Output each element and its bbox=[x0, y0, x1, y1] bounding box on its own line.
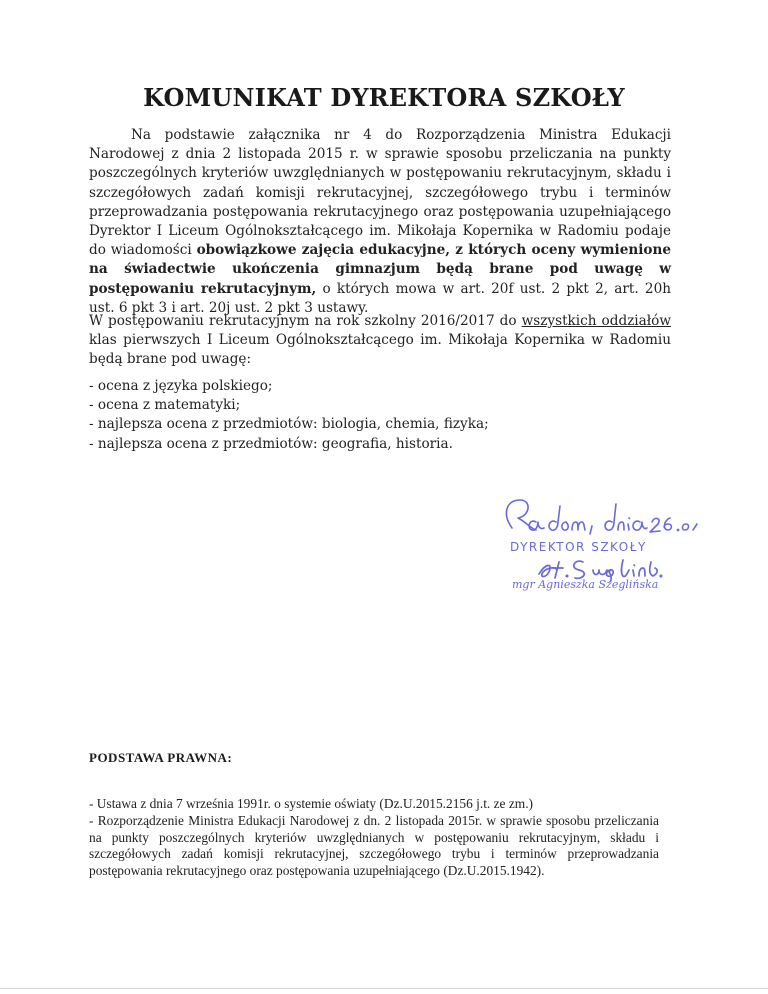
recruitment-paragraph bbox=[89, 312, 671, 370]
recruitment-underlined-text: wszystkich oddziałów bbox=[521, 313, 671, 329]
intro-paragraph bbox=[89, 126, 671, 318]
stamp-name: mgr Agnieszka Szeglińska bbox=[512, 578, 659, 591]
legal-item: - Rozporządzenie Ministra Edukacji Narodowej z dn. 2 listopada 2015r. w sprawie sposobu przeliczania na punkty poszczególnych kryteriów uwzględnianych w postępowaniu rekrutacyjnym, składu i szczegółowych zadań komisji rekrutacyjnej, szczegółowego trybu i terminów przeprowadzania postępowania rekrutacyjnego oraz postępowania uzupełniającego (Dz.U.2015.1942). bbox=[89, 813, 659, 878]
handwritten-place-date bbox=[500, 492, 700, 542]
list-item: - najlepsza ocena z przedmiotów: biologia, chemia, fizyka; bbox=[89, 416, 489, 433]
subject-list bbox=[89, 377, 671, 454]
intro-bold-text: obowiązkowe zajęcia edukacyjne, z których oceny wymienione na świadectwie ukończenia gimnazjum będą brane pod uwagę w postępowaniu rekrutacyjnym, bbox=[89, 242, 672, 297]
recruitment-text-before: W postępowaniu rekrutacyjnym na rok szkolny 2016/2017 do bbox=[89, 313, 522, 329]
page-edge-line bbox=[0, 988, 768, 989]
intro-text: Na podstawie załącznika nr 4 do Rozporządzenia Ministra Edukacji Narodowej z dnia 2 listopada 2015 r. w sprawie sposobu przeliczania na punkty poszczególnych kryteriów uwzględnianych w postępowaniu rekrutacyjnym, składu i szczegółowych zadań komisji rekrutacyjnej, szczegółowego trybu i terminów przeprowadzania postępowania rekrutacyjnego oraz postępowania uzupełniającego Dyrektor I Liceum Ogólnokształcącego im. Mikołaja Kopernika w Radomiu podaje do wiadomości bbox=[89, 127, 671, 259]
list-item: - ocena z języka polskiego; bbox=[89, 378, 273, 394]
list-item: - najlepsza ocena z przedmiotów: geografia, historia. bbox=[89, 435, 453, 452]
recruitment-text-after: klas pierwszych I Liceum Ogólnokształcącego im. Mikołaja Kopernika w Radomiu będą brane pod uwagę: bbox=[89, 332, 671, 368]
legal-item: - Ustawa z dnia 7 września 1991r. o systemie oświaty (Dz.U.2015.2156 j.t. ze zm.) bbox=[89, 796, 534, 811]
legal-heading: PODSTAWA PRAWNA: bbox=[89, 750, 233, 765]
intro-tail-text: o których mowa w art. 20f ust. 2 pkt 2, art. 20h ust. 6 pkt 3 i art. 20j ust. 2 pkt 3 ustawy. bbox=[89, 280, 671, 316]
stamp-title: DYREKTOR SZKOŁY bbox=[510, 540, 647, 554]
page-title: KOMUNIKAT DYREKTORA SZKOŁY bbox=[143, 83, 625, 112]
list-item: - ocena z matematyki; bbox=[89, 397, 241, 414]
